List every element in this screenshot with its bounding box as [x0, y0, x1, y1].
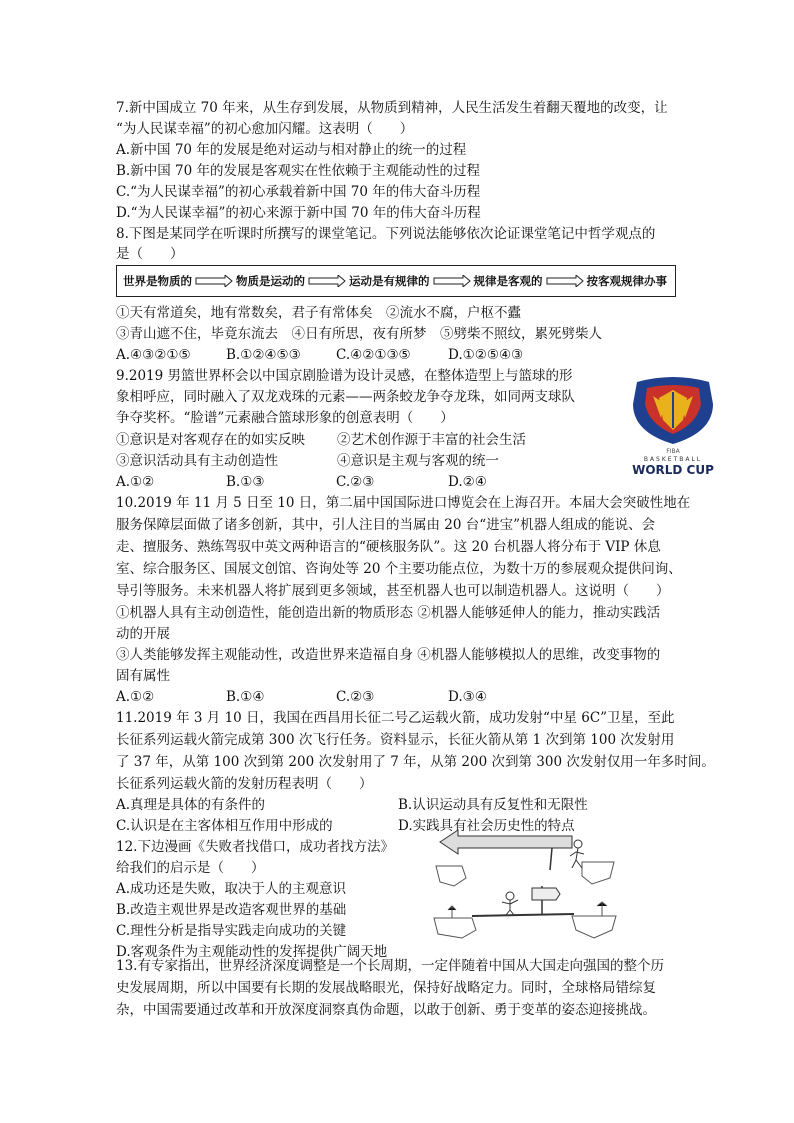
flow-step-4: 规律是客观的: [473, 274, 543, 288]
q8-option-d: D.①②⑤④③: [448, 347, 524, 363]
q12-comic-illustration: [432, 826, 618, 944]
q8-option-c: C.④②①③⑤: [336, 347, 411, 363]
q10-line5: 导引等服务。未来机器人将扩展到更多领域，甚至机器人也可以制造机器人。这说明（ ）: [116, 583, 670, 599]
q13-line3: 杂，中国需要通过改革和开放深度洞察真伪命题，以敢于创新、勇于变革的姿态迎接挑战。: [116, 1002, 656, 1018]
q7-option-b: B.新中国 70 年的发展是客观实在性依赖于主观能动性的过程: [116, 163, 480, 179]
q10-line4: 室、综合服务区、国展文创馆、咨询处等 20 个主要功能点位，为数十万的参展观众提供问询、: [116, 561, 682, 577]
q10-option-d: D.③④: [448, 689, 487, 705]
flow-step-2: 物质是运动的: [236, 274, 305, 288]
q12-line2: 给我们的启示是（ ）: [116, 860, 265, 876]
q12-option-b: B.改造主观世界是改造客观世界的基础: [116, 902, 347, 918]
q10-option-b: B.①④: [226, 689, 265, 705]
q9-item-3: ③意识活动具有主动创造性: [116, 453, 278, 469]
q8-flow-chart: [116, 265, 676, 297]
q8-items-line1: ①天有常道矣，地有常数矣，君子有常体矣 ②流水不腐，户枢不蠹: [116, 305, 521, 321]
q10-item-1-2: ①机器人具有主动创造性，能创造出新的物质形态 ②机器人能够延伸人的能力，推动实践活: [116, 605, 661, 621]
q8-stem-line1: 8.下图是某同学在听课时所撰写的课堂笔记。下列说法能够依次论证课堂笔记中哲学观点的: [116, 226, 656, 242]
q9-item-2: ②艺术创作源于丰富的社会生活: [337, 432, 526, 448]
arrow-right-icon: [195, 275, 233, 287]
fiba-logo-text: FIBA: [666, 448, 680, 455]
arrow-right-icon: [433, 275, 471, 287]
q9-stem-line3: 争夺奖杯。“脸谱”元素融合篮球形象的创意表明（ ）: [116, 410, 454, 426]
q13-line1: 13.有专家指出，世界经济深度调整是一个长周期，一定伴随着中国从大国走向强国的整个历: [116, 958, 664, 974]
flow-step-3: 运动是有规律的: [349, 274, 430, 288]
q9-item-1: ①意识是对客观存在的如实反映: [116, 432, 305, 448]
q9-item-4: ④意识是主观与客观的统一: [337, 453, 499, 469]
q8-stem-line2: 是（ ）: [116, 246, 184, 262]
q7-stem-line1: 7.新中国成立 70 年来，从生存到发展，从物质到精神，人民生活发生着翻天覆地的改变，让: [116, 100, 668, 116]
q12-option-d: D.客观条件为主观能动性的发挥提供广阔天地: [116, 944, 388, 960]
q10-line1: 10.2019 年 11 月 5 日至 10 日，第二届中国国际进口博览会在上海召开。本届大会突破性地在: [116, 495, 691, 511]
q8-option-a: A.④③②①⑤: [116, 347, 191, 363]
q10-item-3-4: ③人类能够发挥主观能动性，改造世界来造福自身 ④机器人能够模拟人的思维，改变事物的: [116, 647, 661, 663]
q11-option-a: A.真理是具体的有条件的: [116, 797, 266, 813]
q12-option-a: A.成功还是失败，取决于人的主观意识: [116, 881, 347, 897]
flow-step-1: 世界是物质的: [123, 274, 192, 288]
arrow-right-icon: [546, 275, 584, 287]
q10-line3: 走、擅服务、熟练驾驭中英文两种语言的“硬核服务队”。这 20 台机器人将分布于 VIP 休息: [116, 539, 661, 555]
q9-option-c: C.②③: [336, 474, 375, 490]
q10-option-a: A.①②: [116, 689, 155, 705]
world-cup-logo: [617, 374, 729, 478]
q9-stem-line2: 象相呼应，同时融入了双龙戏珠的元素——两条蛟龙争夺龙珠，如同两支球队: [116, 389, 575, 405]
q7-stem-line2: “为人民谋幸福”的初心愈加闪耀。这表明（ ）: [116, 121, 414, 137]
basketball-logo-text: BASKETBALL: [643, 456, 703, 463]
q9-stem-line1: 9.2019 男篮世界杯会以中国京剧脸谱为设计灵感，在整体造型上与篮球的形: [116, 368, 573, 384]
q12-option-c: C.理性分析是指导实践走向成功的关键: [116, 923, 347, 939]
q9-option-b: B.①③: [226, 474, 265, 490]
q11-option-c: C.认识是在主客体相互作用中形成的: [116, 818, 333, 834]
q11-option-b: B.认识运动具有反复性和无限性: [398, 797, 588, 813]
q7-option-c: C.“为人民谋幸福”的初心承载着新中国 70 年的伟大奋斗历程: [116, 184, 481, 200]
q10-item-1-2-cont: 动的开展: [116, 626, 170, 642]
q13-line2: 史发展周期，所以中国要有长期的发展战略眼光，保持好战略定力。同时，全球格局错综复: [116, 980, 656, 996]
q10-option-c: C.②③: [336, 689, 375, 705]
q11-option-d: D.实践具有社会历史性的特点: [398, 818, 575, 834]
q11-line4: 长征系列运载火箭的发射历程表明（ ）: [116, 776, 373, 792]
q10-item-3-4-cont: 固有属性: [116, 668, 170, 684]
q11-line2: 长征系列运载火箭完成第 300 次飞行任务。资料显示，长征火箭从第 1 次到第 100 次发射用: [116, 732, 675, 748]
q7-option-d: D.“为人民谋幸福”的初心来源于新中国 70 年的伟大奋斗历程: [116, 205, 481, 221]
q11-line3: 了 37 年，从第 100 次到第 200 次发射用了 7 年，从第 200 次到第 300 次发射仅用一年多时间。: [116, 754, 715, 770]
arrow-right-icon: [308, 275, 346, 287]
q10-line2: 服务保障层面做了诸多创新，其中，引人注目的当属由 20 台“进宝”机器人组成的能说、会: [116, 517, 656, 533]
flow-step-5: 按客观规律办事: [586, 274, 667, 288]
q9-option-a: A.①②: [116, 474, 155, 490]
q11-line1: 11.2019 年 3 月 10 日，我国在西昌用长征二号乙运载火箭，成功发射“中星 6C”卫星，至此: [116, 710, 675, 726]
world-cup-logo-text: WORLD CUP: [632, 463, 714, 477]
q7-option-a: A.新中国 70 年的发展是绝对运动与相对静止的统一的过程: [116, 142, 467, 158]
q12-line1: 12.下边漫画《失败者找借口，成功者找方法》: [116, 839, 394, 855]
q8-option-b: B.①②④⑤③: [226, 347, 301, 363]
q9-option-d: D.②④: [448, 474, 487, 490]
q8-items-line2: ③青山遮不住，毕竟东流去 ④日有所思，夜有所梦 ⑤劈柴不照纹，累死劈柴人: [116, 326, 602, 342]
